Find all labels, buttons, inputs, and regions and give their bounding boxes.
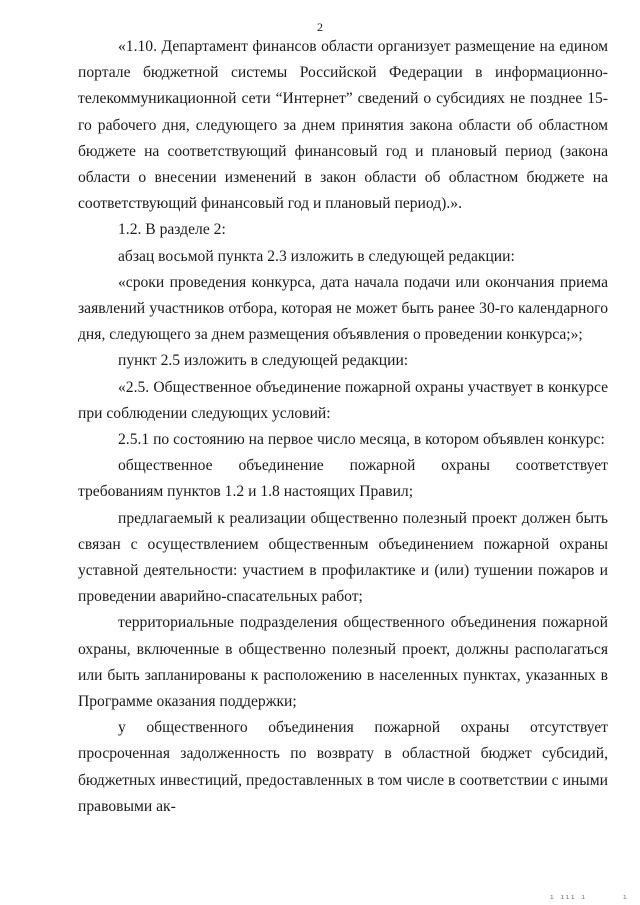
- paragraph-project: предлагаемый к реализации общественно полезный проект должен быть связан с осуществлением общественным объединением пожарной охраны уставной деятельности: участием в профилактике и (или) тушении пожаров и проведении аварийно-спасательных работ;: [78, 509, 608, 606]
- page-number: 2: [317, 20, 323, 34]
- paragraph-requirements: общественное объединение пожарной охраны соответствует требованиям пунктов 1.2 и 1.8 настоящих Правил;: [78, 457, 608, 501]
- paragraph-1-2: 1.2. В разделе 2:: [118, 221, 226, 239]
- paragraph-1-10: «1.10. Департамент финансов области организует размещение на едином портале бюджетной системы Российской Федерации в информационно-телекоммуникационной сети “Интернет” сведений о субсидиях не позднее 15-го рабочего дня, следующего за днем принятия закона области об областном бюджете на соответствующий финансовый год и плановый период (закона области о внесении изменений в закон области об областном бюджете на соответствующий финансовый год и плановый период).».: [78, 38, 608, 213]
- paragraph-2-5: «2.5. Общественное объединение пожарной охраны участвует в конкурсе при соблюдении следующих условий:: [78, 378, 608, 422]
- paragraph-abzac-2-3: абзац восьмой пункта 2.3 изложить в следующей редакции:: [118, 247, 515, 265]
- paragraph-debt: у общественного объединения пожарной охраны отсутствует просроченная задолженность по возврату в областной бюджет субсидий, бюджетных инвестиций, предоставленных в том числе в соответствии с иными правовыми ак-: [78, 719, 608, 815]
- paragraph-2-5-1: 2.5.1 по состоянию на первое число месяца, в котором объявлен конкурс:: [118, 431, 605, 449]
- paragraph-sroki: «сроки проведения конкурса, дата начала подачи или окончания приема заявлений участников отбора, которая не может быть ранее 30-го календарного дня, следующего за днем размещения объявления о проведении конкурса;»;: [78, 273, 608, 344]
- scan-artifact: ı ııı ı ı: [549, 893, 628, 901]
- document-body: [78, 34, 608, 820]
- paragraph-punkt-2-5: пункт 2.5 изложить в следующей редакции:: [118, 352, 409, 370]
- paragraph-subdivisions: территориальные подразделения общественного объединения пожарной охраны, включенные в общественно полезный проект, должны располагаться или быть запланированы к расположению в населенных пунктах, указанных в Программе оказания поддержки;: [78, 614, 608, 711]
